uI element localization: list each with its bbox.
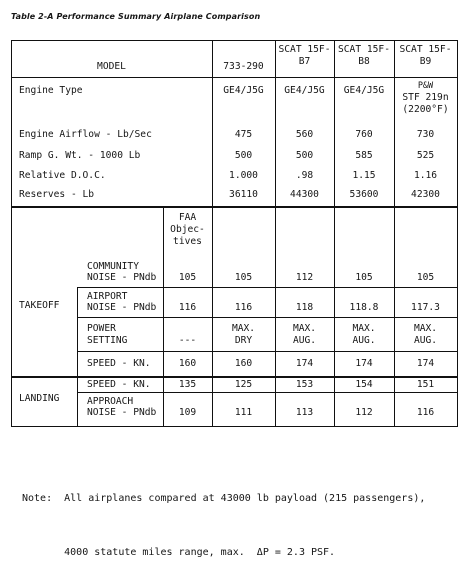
engine-type-b9-model: STF 219n xyxy=(402,92,449,103)
power-setting-b9-2: AUG. xyxy=(413,335,438,346)
col-header-b7-sub: B7 xyxy=(298,56,311,67)
faa-objectives-header: FAA xyxy=(178,212,197,223)
engine-type-b8: GE4/J5G xyxy=(343,85,385,96)
reserves-b9: 42300 xyxy=(411,189,440,200)
engine-type-733: GE4/J5G xyxy=(223,85,264,96)
col-header-733-290: 733-290 xyxy=(223,61,264,72)
section-divider xyxy=(11,376,458,378)
doc-b9: 1.16 xyxy=(413,170,438,181)
footnote-line-2: 4000 statute miles range, max. ΔP = 2.3 PSF. xyxy=(22,547,336,558)
ramp-weight-733: 500 xyxy=(234,150,253,161)
approach-noise-b8: 112 xyxy=(355,407,373,418)
landing-speed-faa: 135 xyxy=(178,379,197,390)
doc-b8: 1.15 xyxy=(352,170,376,181)
col-header-b8: SCAT 15F- xyxy=(338,44,390,55)
faa-objectives-header-3: tives xyxy=(173,236,202,247)
ramp-weight-b7: 500 xyxy=(295,150,314,161)
takeoff-speed-faa: 160 xyxy=(178,358,197,369)
power-setting-faa: --- xyxy=(178,335,197,346)
takeoff-speed-label: SPEED - KN. xyxy=(87,358,151,369)
airport-noise-b7: 118 xyxy=(295,302,314,313)
ramp-weight-label: Ramp G. Wt. - 1000 Lb xyxy=(19,150,141,161)
airflow-label: Engine Airflow - Lb/Sec xyxy=(19,129,152,140)
col-header-b8-sub: B8 xyxy=(358,56,370,67)
airflow-b8: 760 xyxy=(355,129,373,140)
reserves-b8: 53600 xyxy=(349,189,379,200)
takeoff-speed-b9: 174 xyxy=(416,358,435,369)
community-noise-faa: 105 xyxy=(178,272,197,283)
airport-noise-label: AIRPORT xyxy=(87,291,128,302)
engine-type-b9-temp: (2200°F) xyxy=(402,104,449,115)
takeoff-speed-b8: 174 xyxy=(355,358,373,369)
community-noise-unit: NOISE - PNdb xyxy=(87,272,157,283)
faa-objectives-header-2: Objec- xyxy=(170,224,205,235)
table-border-bottom xyxy=(11,426,458,427)
table-border-left xyxy=(11,40,12,427)
airport-noise-unit: NOISE - PNdb xyxy=(87,302,157,313)
approach-noise-b7: 113 xyxy=(295,407,314,418)
airflow-b9: 730 xyxy=(416,129,435,140)
ramp-weight-b8: 585 xyxy=(355,150,373,161)
doc-b7: .98 xyxy=(295,170,314,181)
row-divider xyxy=(77,392,458,393)
landing-speed-label: SPEED - KN. xyxy=(87,379,151,390)
community-noise-733: 105 xyxy=(234,272,253,283)
power-setting-733-2: DRY xyxy=(234,335,253,346)
takeoff-speed-b7: 174 xyxy=(295,358,314,369)
table-caption: Table 2-A Performance Summary Airplane Comparison xyxy=(11,12,261,21)
landing-speed-b9: 151 xyxy=(416,379,435,390)
engine-type-label: Engine Type xyxy=(19,85,83,96)
performance-table xyxy=(11,40,459,427)
table-border-top xyxy=(11,40,458,41)
reserves-733: 36110 xyxy=(229,189,258,200)
col-header-b9-sub: B9 xyxy=(419,56,432,67)
engine-type-b9: P&W xyxy=(417,81,434,91)
col-header-b9: SCAT 15F- xyxy=(399,44,452,55)
airport-noise-b9: 117.3 xyxy=(411,302,440,313)
power-setting-733: MAX. xyxy=(231,323,256,334)
engine-type-b7: GE4/J5G xyxy=(284,85,325,96)
power-setting-label: POWER xyxy=(87,323,116,334)
airport-noise-faa: 116 xyxy=(178,302,197,313)
approach-noise-faa: 109 xyxy=(178,407,197,418)
col-header-b7: SCAT 15F- xyxy=(278,44,331,55)
reserves-label: Reserves - Lb xyxy=(19,189,95,200)
ramp-weight-b9: 525 xyxy=(416,150,435,161)
power-setting-b7: MAX. xyxy=(292,323,317,334)
approach-noise-label: APPROACH xyxy=(87,396,134,407)
approach-noise-b9: 116 xyxy=(416,407,435,418)
power-setting-b8: MAX. xyxy=(352,323,376,334)
landing-speed-733: 125 xyxy=(234,379,253,390)
row-divider xyxy=(77,317,458,318)
section-divider xyxy=(11,206,458,208)
approach-noise-unit: NOISE - PNdb xyxy=(87,407,157,418)
footnote xyxy=(22,454,425,580)
landing-speed-b7: 153 xyxy=(295,379,314,390)
takeoff-speed-733: 160 xyxy=(234,358,253,369)
row-divider xyxy=(77,287,458,288)
airport-noise-b8: 118.8 xyxy=(349,302,379,313)
reserves-b7: 44300 xyxy=(290,189,319,200)
doc-733: 1.000 xyxy=(229,170,258,181)
section-col-divider xyxy=(77,287,78,427)
power-setting-b9: MAX. xyxy=(413,323,438,334)
power-setting-label-2: SETTING xyxy=(87,335,128,346)
community-noise-b8: 105 xyxy=(355,272,373,283)
community-noise-b9: 105 xyxy=(416,272,435,283)
model-header: MODEL xyxy=(97,61,126,72)
table-border-right xyxy=(457,40,458,427)
row-divider xyxy=(77,351,458,352)
power-setting-b8-2: AUG. xyxy=(352,335,376,346)
airflow-b7: 560 xyxy=(295,129,314,140)
community-noise-label: COMMUNITY xyxy=(87,261,139,272)
airport-noise-733: 116 xyxy=(234,302,253,313)
community-noise-b7: 112 xyxy=(295,272,314,283)
approach-noise-733: 111 xyxy=(234,407,253,418)
footnote-line-1: Note: All airplanes compared at 43000 lb payload (215 passengers), xyxy=(22,493,426,504)
doc-label: Relative D.O.C. xyxy=(19,170,106,181)
landing-section-label: LANDING xyxy=(19,393,60,404)
landing-speed-b8: 154 xyxy=(355,379,373,390)
takeoff-section-label: TAKEOFF xyxy=(19,300,60,311)
airflow-733: 475 xyxy=(234,129,253,140)
header-divider xyxy=(11,77,458,78)
power-setting-b7-2: AUG. xyxy=(292,335,317,346)
